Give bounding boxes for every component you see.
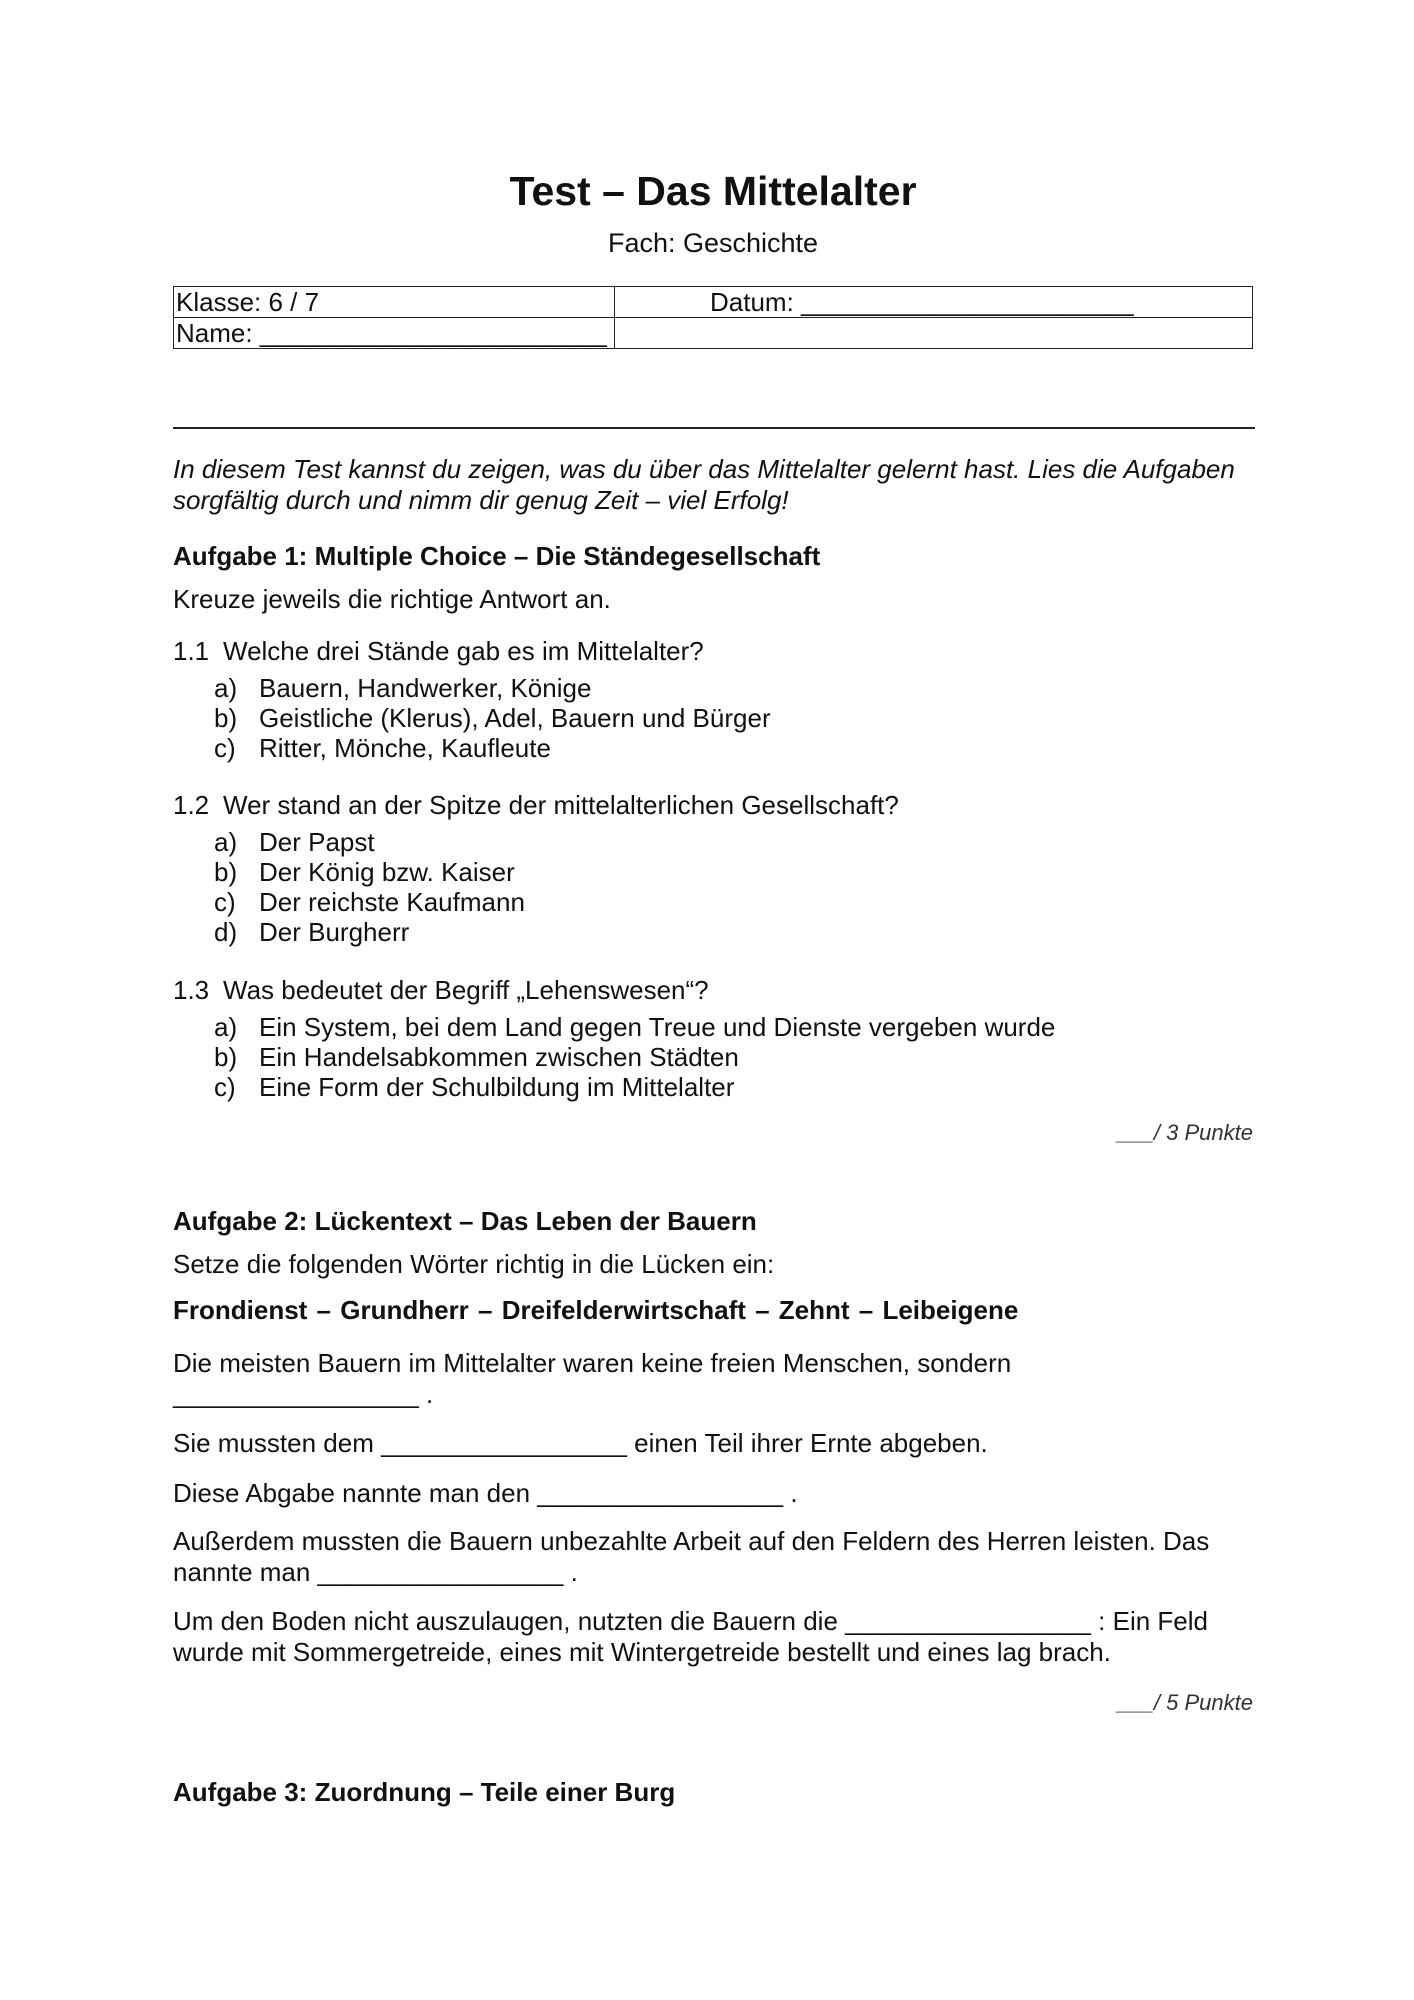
- option-d[interactable]: d) Der Burgherr: [214, 917, 410, 947]
- page-subtitle: Fach: Geschichte: [607, 228, 819, 258]
- task1-instruction: Kreuze jeweils die richtige Antwort an.: [173, 584, 611, 614]
- intro-text: In diesem Test kannst du zeigen, was du über das Mittelalter gelernt hast. Lies die Aufgaben sorgfältig durch und nimm dir genug Zeit – viel Erfolg!: [173, 454, 1235, 515]
- task2-heading: Aufgabe 2: Lückentext – Das Leben der Bauern: [173, 1206, 757, 1236]
- task3-heading: Aufgabe 3: Zuordnung – Teile einer Burg: [173, 1777, 676, 1807]
- options-1-1: [214, 673, 771, 763]
- question-number: 1.1: [173, 636, 210, 666]
- option-c[interactable]: c) Eine Form der Schulbildung im Mittelalter: [214, 1072, 735, 1102]
- options-1-2: [214, 827, 525, 947]
- task2-points[interactable]: ___/ 5 Punkte: [1117, 1690, 1253, 1715]
- question-1-3: [173, 975, 709, 1006]
- option-a[interactable]: a) Ein System, bei dem Land gegen Treue und Dienste vergeben wurde: [214, 1012, 1056, 1042]
- cloze-sentence-3[interactable]: Diese Abgabe nannte man den _________________ .: [173, 1478, 798, 1508]
- task1-points[interactable]: ___/ 3 Punkte: [1117, 1120, 1253, 1145]
- task1-heading: Aufgabe 1: Multiple Choice – Die Ständegesellschaft: [173, 541, 821, 571]
- question-number: 1.3: [173, 975, 210, 1005]
- question-text: Welche drei Stände gab es im Mittelalter?: [223, 636, 704, 666]
- option-a[interactable]: a) Bauern, Handwerker, Könige: [214, 673, 592, 703]
- cloze-sentence-2[interactable]: Sie mussten dem _________________ einen Teil ihrer Ernte abgeben.: [173, 1428, 988, 1458]
- option-b[interactable]: b) Der König bzw. Kaiser: [214, 857, 515, 887]
- divider-line: [173, 427, 1255, 429]
- word-bank: Frondienst – Grundherr – Dreifelderwirtschaft – Zehnt – Leibeigene: [173, 1295, 1019, 1325]
- cloze-sentence-5[interactable]: Um den Boden nicht auszulaugen, nutzten die Bauern die _________________ : Ein Feld wurde mit Sommergetreide, eines mit Wintergetreide bestellt und eines lag brach.: [173, 1606, 1208, 1667]
- question-1-2: [173, 790, 899, 821]
- task2-instruction: Setze die folgenden Wörter richtig in die Lücken ein:: [173, 1249, 775, 1279]
- header-table: [173, 286, 1253, 349]
- option-c[interactable]: c) Der reichste Kaufmann: [214, 887, 525, 917]
- option-b[interactable]: b) Ein Handelsabkommen zwischen Städten: [214, 1042, 739, 1072]
- question-text: Wer stand an der Spitze der mittelalterlichen Gesellschaft?: [223, 790, 899, 820]
- question-text: Was bedeutet der Begriff „Lehenswesen“?: [223, 975, 709, 1005]
- cloze-sentence-1[interactable]: Die meisten Bauern im Mittelalter waren keine freien Menschen, sondern _________________ .: [173, 1348, 1012, 1409]
- page-title: Test – Das Mittelalter: [509, 168, 917, 214]
- question-1-1: [173, 636, 704, 667]
- klasse-cell: Klasse: 6 / 7: [174, 287, 615, 318]
- option-b[interactable]: b) Geistliche (Klerus), Adel, Bauern und Bürger: [214, 703, 771, 733]
- options-1-3: [214, 1012, 1055, 1102]
- cloze-sentence-4[interactable]: Außerdem mussten die Bauern unbezahlte Arbeit auf den Feldern des Herren leisten. Das nannte man _________________ .: [173, 1526, 1210, 1587]
- question-number: 1.2: [173, 790, 210, 820]
- option-a[interactable]: a) Der Papst: [214, 827, 375, 857]
- datum-cell[interactable]: Datum: _______________________: [615, 287, 1253, 318]
- name-cell[interactable]: Name: ________________________: [174, 318, 615, 349]
- empty-cell: [615, 318, 1253, 349]
- option-c[interactable]: c) Ritter, Mönche, Kaufleute: [214, 733, 551, 763]
